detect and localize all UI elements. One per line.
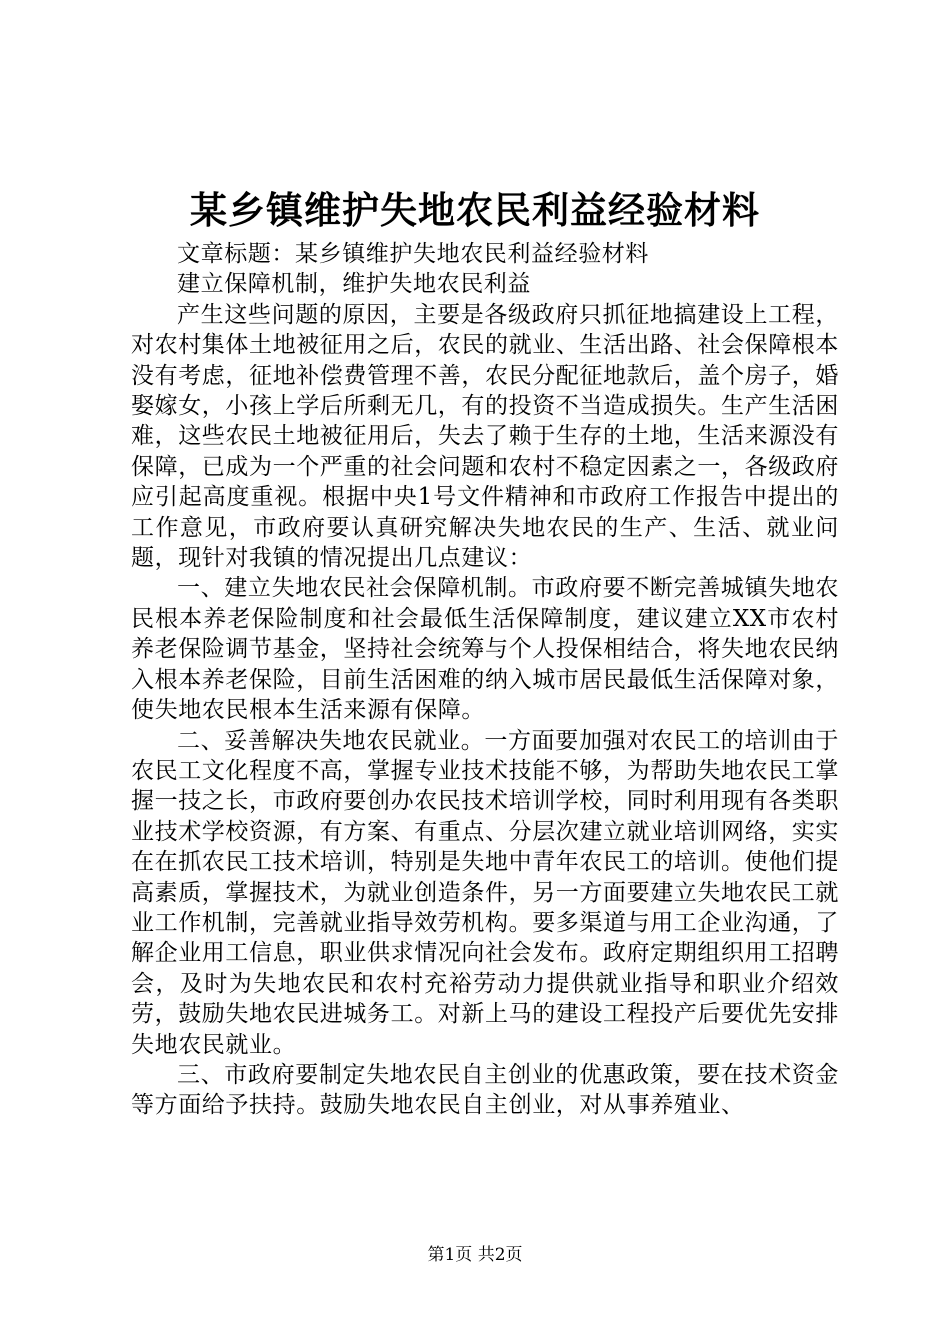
article-title-line: 文章标题：某乡镇维护失地农民利益经验材料 (177, 241, 649, 267)
paragraph-point-3: 三、市政府要制定失地农民自主创业的优惠政策，要在技术资金等方面给予扶持。鼓励失地农民自主创业，对从事养殖业、 (131, 1061, 839, 1119)
section-heading: 建立保障机制，维护失地农民利益 (177, 271, 531, 298)
page-number: 第1页 共2页 (427, 1245, 523, 1265)
document-title: 某乡镇维护失地农民利益经验材料 (190, 188, 760, 232)
document-body (131, 239, 839, 1121)
paragraph-causes: 产生这些问题的原因，主要是各级政府只抓征地搞建设上工程，对农村集体土地被征用之后，农民的就业、生活出路、社会保障根本没有考虑，征地补偿费管理不善，农民分配征地款后，盖个房子，婚娶嫁女，小孩上学后所剩无几，有的投资不当造成损失。生产生活困难，这些农民土地被征用后，失去了赖于生存的土地，生活来源没有保障，已成为一个严重的社会问题和农村不稳定因素之一，各级政府应引起高度重视。根据中央1号文件精神和市政府工作报告中提出的工作意见，市政府要认真研究解决失地农民的生产、生活、就业问题，现针对我镇的情况提出几点建议： (131, 301, 839, 572)
paragraph-point-2: 二、妥善解决失地农民就业。一方面要加强对农民工的培训由于农民工文化程度不高，掌握专业技术技能不够，为帮助失地农民工掌握一技之长，市政府要创办农民技术培训学校，同时利用现有各类职业技术学校资源，有方案、有重点、分层次建立就业培训网络，实实在在抓农民工技术培训，特别是失地中青年农民工的培训。使他们提高素质，掌握技术，为就业创造条件，另一方面要建立失地农民工就业工作机制，完善就业指导效劳机构。要多渠道与用工企业沟通，了解企业用工信息，职业供求情况向社会发布。政府定期组织用工招聘会，及时为失地农民和农村充裕劳动力提供就业指导和职业介绍效劳，鼓励失地农民进城务工。对新上马的建设工程投产后要优先安排失地农民就业。 (131, 727, 839, 1058)
paragraph-point-1: 一、建立失地农民社会保障机制。市政府要不断完善城镇失地农民根本养老保险制度和社会最低生活保障制度，建议建立XX市农村养老保险调节基金，坚持社会统筹与个人投保相结合，将失地农民纳入根本养老保险，目前生活困难的纳入城市居民最低生活保障对象，使失地农民根本生活来源有保障。 (131, 575, 839, 724)
